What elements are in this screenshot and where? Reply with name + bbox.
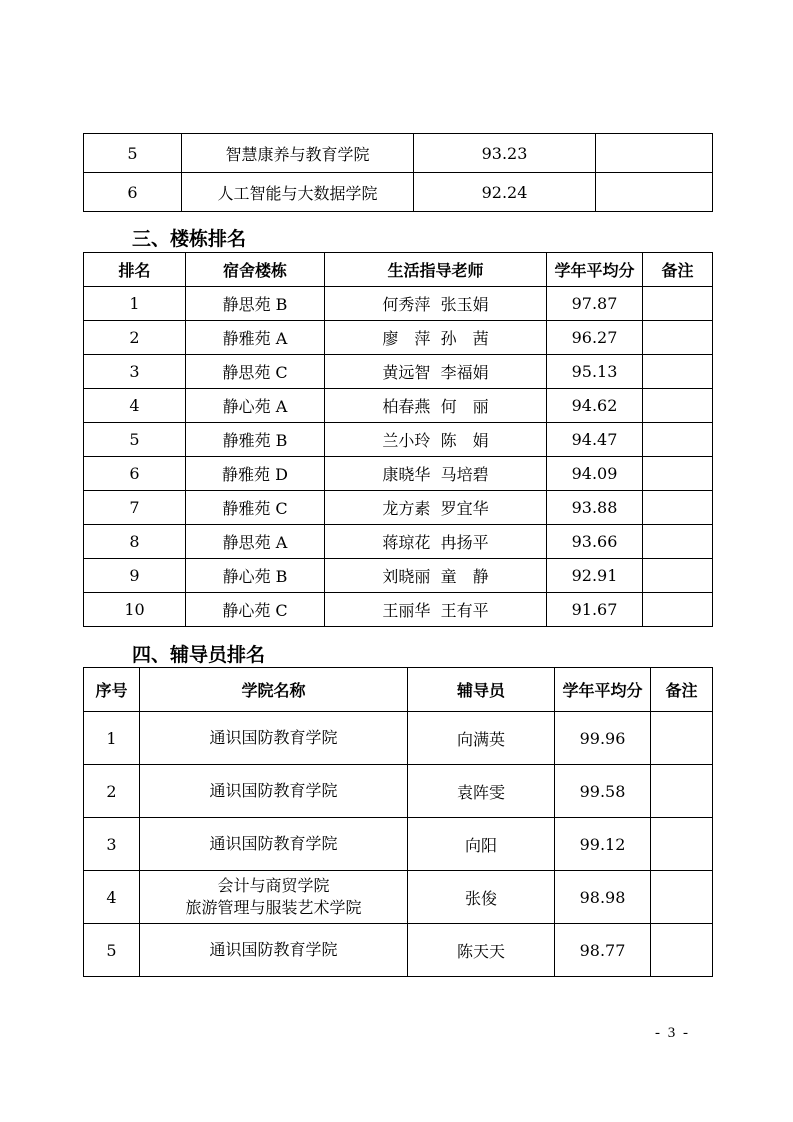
rank-cell: 8 — [84, 525, 186, 559]
score-cell: 93.88 — [547, 491, 643, 525]
table-row — [84, 765, 713, 818]
rank-cell: 6 — [84, 457, 186, 491]
note-cell — [596, 173, 713, 212]
score-cell: 91.67 — [547, 593, 643, 627]
score-cell: 98.77 — [555, 924, 651, 977]
table-row — [84, 491, 713, 525]
building-cell: 静思苑 B — [186, 287, 325, 321]
header-teachers: 生活指导老师 — [325, 253, 547, 287]
table-row — [84, 321, 713, 355]
score-cell: 93.66 — [547, 525, 643, 559]
header-building: 宿舍楼栋 — [186, 253, 325, 287]
college-name-line: 会计与商贸学院 — [217, 876, 330, 895]
counselor-cell: 袁阵雯 — [408, 765, 555, 818]
college-name-line: 通识国防教育学院 — [209, 728, 338, 747]
rank-cell: 2 — [84, 765, 140, 818]
college-ranking-table-continued — [83, 133, 713, 212]
teachers-cell: 王丽华 王有平 — [325, 593, 547, 627]
college-name-line: 通识国防教育学院 — [209, 940, 338, 959]
note-cell — [643, 355, 713, 389]
note-cell — [596, 134, 713, 173]
header-average-score: 学年平均分 — [555, 668, 651, 712]
rank-cell: 4 — [84, 389, 186, 423]
rank-cell: 3 — [84, 818, 140, 871]
note-cell — [651, 818, 713, 871]
building-cell: 静雅苑 C — [186, 491, 325, 525]
teachers-cell: 兰小玲 陈 娟 — [325, 423, 547, 457]
note-cell — [643, 525, 713, 559]
building-cell: 静思苑 A — [186, 525, 325, 559]
teachers-cell: 廖 萍 孙 茜 — [325, 321, 547, 355]
note-cell — [651, 765, 713, 818]
building-cell: 静心苑 A — [186, 389, 325, 423]
building-cell: 静思苑 C — [186, 355, 325, 389]
rank-cell: 1 — [84, 287, 186, 321]
note-cell — [643, 491, 713, 525]
section-title-building-ranking: 三、楼栋排名 — [132, 228, 247, 250]
score-cell: 98.98 — [555, 871, 651, 924]
teachers-cell: 柏春燕 何 丽 — [325, 389, 547, 423]
note-cell — [643, 321, 713, 355]
building-cell: 静心苑 B — [186, 559, 325, 593]
rank-cell: 5 — [84, 134, 182, 173]
header-index: 序号 — [84, 668, 140, 712]
score-cell: 92.24 — [414, 173, 596, 212]
table-row — [84, 389, 713, 423]
rank-cell: 10 — [84, 593, 186, 627]
note-cell — [643, 423, 713, 457]
college-name-cell — [140, 818, 408, 871]
table-row — [84, 457, 713, 491]
rank-cell: 2 — [84, 321, 186, 355]
score-cell: 95.13 — [547, 355, 643, 389]
table-row — [84, 924, 713, 977]
table-row — [84, 712, 713, 765]
teachers-cell: 康晓华 马培碧 — [325, 457, 547, 491]
counselor-ranking-table — [83, 667, 713, 977]
score-cell: 93.23 — [414, 134, 596, 173]
table-row — [84, 355, 713, 389]
building-ranking-table — [83, 252, 713, 627]
note-cell — [643, 389, 713, 423]
college-cell: 智慧康养与教育学院 — [182, 134, 414, 173]
rank-cell: 1 — [84, 712, 140, 765]
note-cell — [651, 712, 713, 765]
table-row — [84, 559, 713, 593]
header-rank: 排名 — [84, 253, 186, 287]
score-cell: 96.27 — [547, 321, 643, 355]
teachers-cell: 蒋琼花 冉扬平 — [325, 525, 547, 559]
score-cell: 99.58 — [555, 765, 651, 818]
section-title-counselor-ranking: 四、辅导员排名 — [132, 644, 266, 666]
college-name-cell — [140, 871, 408, 924]
score-cell: 94.62 — [547, 389, 643, 423]
table-row — [84, 525, 713, 559]
rank-cell: 5 — [84, 423, 186, 457]
header-counselor: 辅导员 — [408, 668, 555, 712]
building-cell: 静心苑 C — [186, 593, 325, 627]
note-cell — [643, 457, 713, 491]
rank-cell: 6 — [84, 173, 182, 212]
table-row — [84, 593, 713, 627]
note-cell — [643, 593, 713, 627]
teachers-cell: 刘晓丽 童 静 — [325, 559, 547, 593]
table-row — [84, 818, 713, 871]
college-name-line: 通识国防教育学院 — [209, 834, 338, 853]
teachers-cell: 黄远智 李福娟 — [325, 355, 547, 389]
table-row — [84, 287, 713, 321]
score-cell: 99.12 — [555, 818, 651, 871]
score-cell: 94.09 — [547, 457, 643, 491]
table-row — [84, 423, 713, 457]
score-cell: 99.96 — [555, 712, 651, 765]
table-row — [84, 134, 713, 173]
college-cell: 人工智能与大数据学院 — [182, 173, 414, 212]
header-average-score: 学年平均分 — [547, 253, 643, 287]
score-cell: 97.87 — [547, 287, 643, 321]
rank-cell: 7 — [84, 491, 186, 525]
rank-cell: 9 — [84, 559, 186, 593]
table-row — [84, 871, 713, 924]
score-cell: 92.91 — [547, 559, 643, 593]
college-name-cell — [140, 765, 408, 818]
header-note: 备注 — [643, 253, 713, 287]
page-number: - 3 - — [655, 1025, 690, 1041]
college-name-line: 旅游管理与服装艺术学院 — [185, 898, 362, 917]
teachers-cell: 龙方素 罗宜华 — [325, 491, 547, 525]
note-cell — [651, 924, 713, 977]
counselor-cell: 向满英 — [408, 712, 555, 765]
building-cell: 静雅苑 D — [186, 457, 325, 491]
rank-cell: 4 — [84, 871, 140, 924]
teachers-cell: 何秀萍 张玉娟 — [325, 287, 547, 321]
building-cell: 静雅苑 A — [186, 321, 325, 355]
counselor-cell: 张俊 — [408, 871, 555, 924]
college-name-cell — [140, 924, 408, 977]
header-college-name: 学院名称 — [140, 668, 408, 712]
note-cell — [651, 871, 713, 924]
table-row — [84, 173, 713, 212]
note-cell — [643, 287, 713, 321]
building-cell: 静雅苑 B — [186, 423, 325, 457]
counselor-cell: 陈天天 — [408, 924, 555, 977]
college-name-line: 通识国防教育学院 — [209, 781, 338, 800]
college-name-cell — [140, 712, 408, 765]
rank-cell: 3 — [84, 355, 186, 389]
counselor-cell: 向阳 — [408, 818, 555, 871]
rank-cell: 5 — [84, 924, 140, 977]
score-cell: 94.47 — [547, 423, 643, 457]
note-cell — [643, 559, 713, 593]
header-note: 备注 — [651, 668, 713, 712]
